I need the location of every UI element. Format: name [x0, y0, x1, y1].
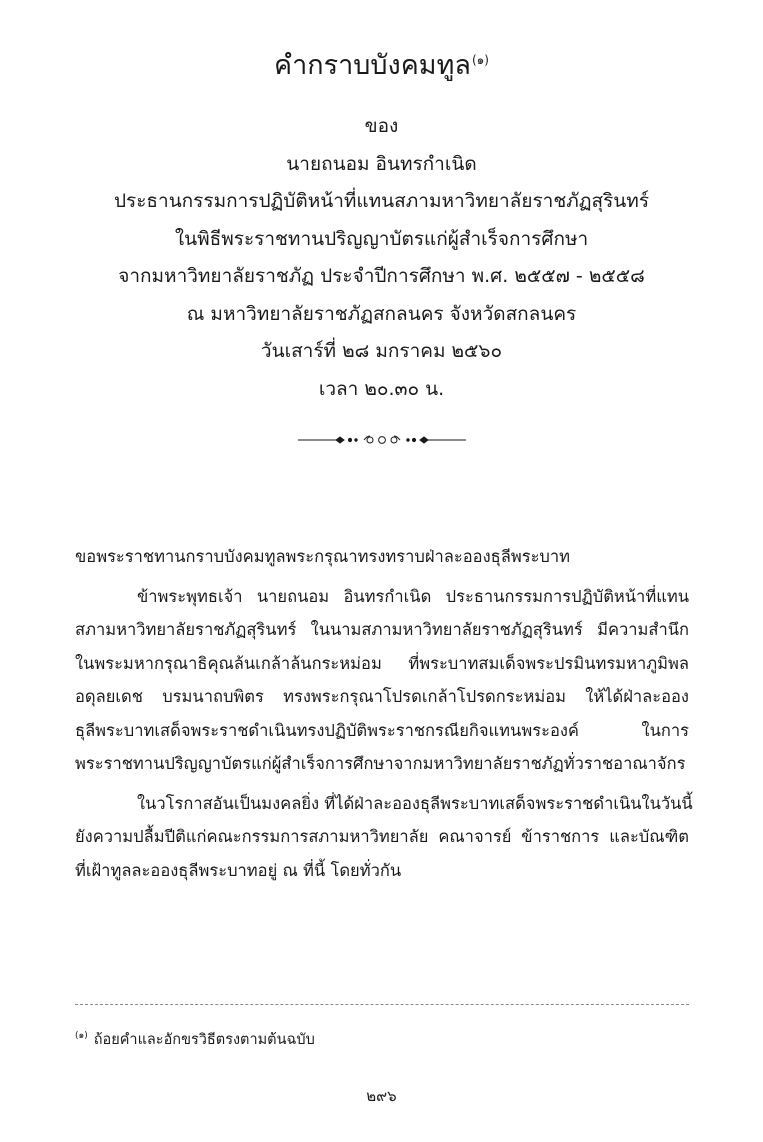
- page-number: ๒๙๖: [366, 1087, 397, 1105]
- heading-line: วันเสาร์ที่ ๒๘ มกราคม ๒๕๖๐: [260, 340, 503, 362]
- paragraph-line: ยังความปลื้มปีติแก่คณะกรรมการสภามหาวิทยาลัย คณาจารย์ ข้าราชการ และบัณฑิต: [75, 827, 689, 846]
- footnote-text: ถ้อยคำและอักขรวิธีตรงตามต้นฉบับ: [93, 1032, 315, 1048]
- paragraph-line: อดุลยเดช บรมนาถบพิตร ทรงพระกรุณาโปรดเกล้าโปรดกระหม่อม ให้ได้ฝ่าละออง: [75, 687, 689, 706]
- salutation: ขอพระราชทานกราบบังคมทูลพระกรุณาทรงทราบฝ่าละอองธุลีพระบาท: [75, 547, 571, 566]
- heading-line: ประธานกรรมการปฏิบัติหน้าที่แทนสภามหาวิทยาลัยราชภัฏสุรินทร์: [113, 190, 650, 212]
- heading-line: ณ มหาวิทยาลัยราชภัฏสกลนคร จังหวัดสกลนคร: [186, 302, 577, 325]
- paragraph-line: ข้าพระพุทธเจ้า นายถนอม อินทรกำเนิด ประธานกรรมการปฏิบัติหน้าที่แทน: [137, 586, 689, 606]
- heading-line: จากมหาวิทยาลัยราชภัฏ ประจำปีการศึกษา พ.ศ. ๒๕๕๗ - ๒๕๕๘: [118, 265, 645, 287]
- heading-block: [0, 108, 763, 408]
- paragraph-line: ในพระมหากรุณาธิคุณล้นเกล้าล้นกระหม่อม ที่พระบาทสมเด็จพระปรมินทรมหาภูมิพล: [75, 653, 689, 673]
- footnote-marker: (๑): [75, 1031, 88, 1042]
- title-footnote-marker: (๑): [471, 53, 489, 67]
- heading-line: ในพิธีพระราชทานปริญญาบัตรแก่ผู้สำเร็จการศึกษา: [174, 227, 589, 250]
- heading-line: นายถนอม อินทรกำเนิด: [286, 152, 477, 175]
- heading-line: เวลา ๒๐.๓๐ น.: [318, 377, 445, 400]
- page-title: [0, 38, 763, 88]
- paragraph-line: ธุลีพระบาทเสด็จพระราชดำเนินทรงปฏิบัติพระราชกรณียกิจแทนพระองค์ ในการ: [75, 720, 689, 740]
- paragraph-line: ในวโรกาสอันเป็นมงคลยิ่ง ที่ได้ฝ่าละอองธุลีพระบาทเสด็จพระราชดำเนินในวันนี้: [137, 793, 693, 813]
- footnote-divider: [75, 1004, 689, 1005]
- paragraph-line: สภามหาวิทยาลัยราชภัฏสุรินทร์ ในนามสภามหาวิทยาลัยราชภัฏสุรินทร์ มีความสำนึก: [75, 620, 689, 639]
- paragraph-line: ที่เฝ้าทูลละอองธุลีพระบาทอยู่ ณ ที่นี้ โดยทั่วกัน: [75, 860, 402, 880]
- body-text: [75, 540, 693, 887]
- paragraph-line: พระราชทานปริญญาบัตรแก่ผู้สำเร็จการศึกษาจากมหาวิทยาลัยราชภัฏทั่วราชอาณาจักร: [75, 754, 686, 773]
- title-text: คำกราบบังคมทูล: [274, 50, 471, 81]
- footnote: [75, 1028, 315, 1051]
- ornament-divider: [296, 430, 468, 450]
- heading-line: ของ: [364, 115, 399, 137]
